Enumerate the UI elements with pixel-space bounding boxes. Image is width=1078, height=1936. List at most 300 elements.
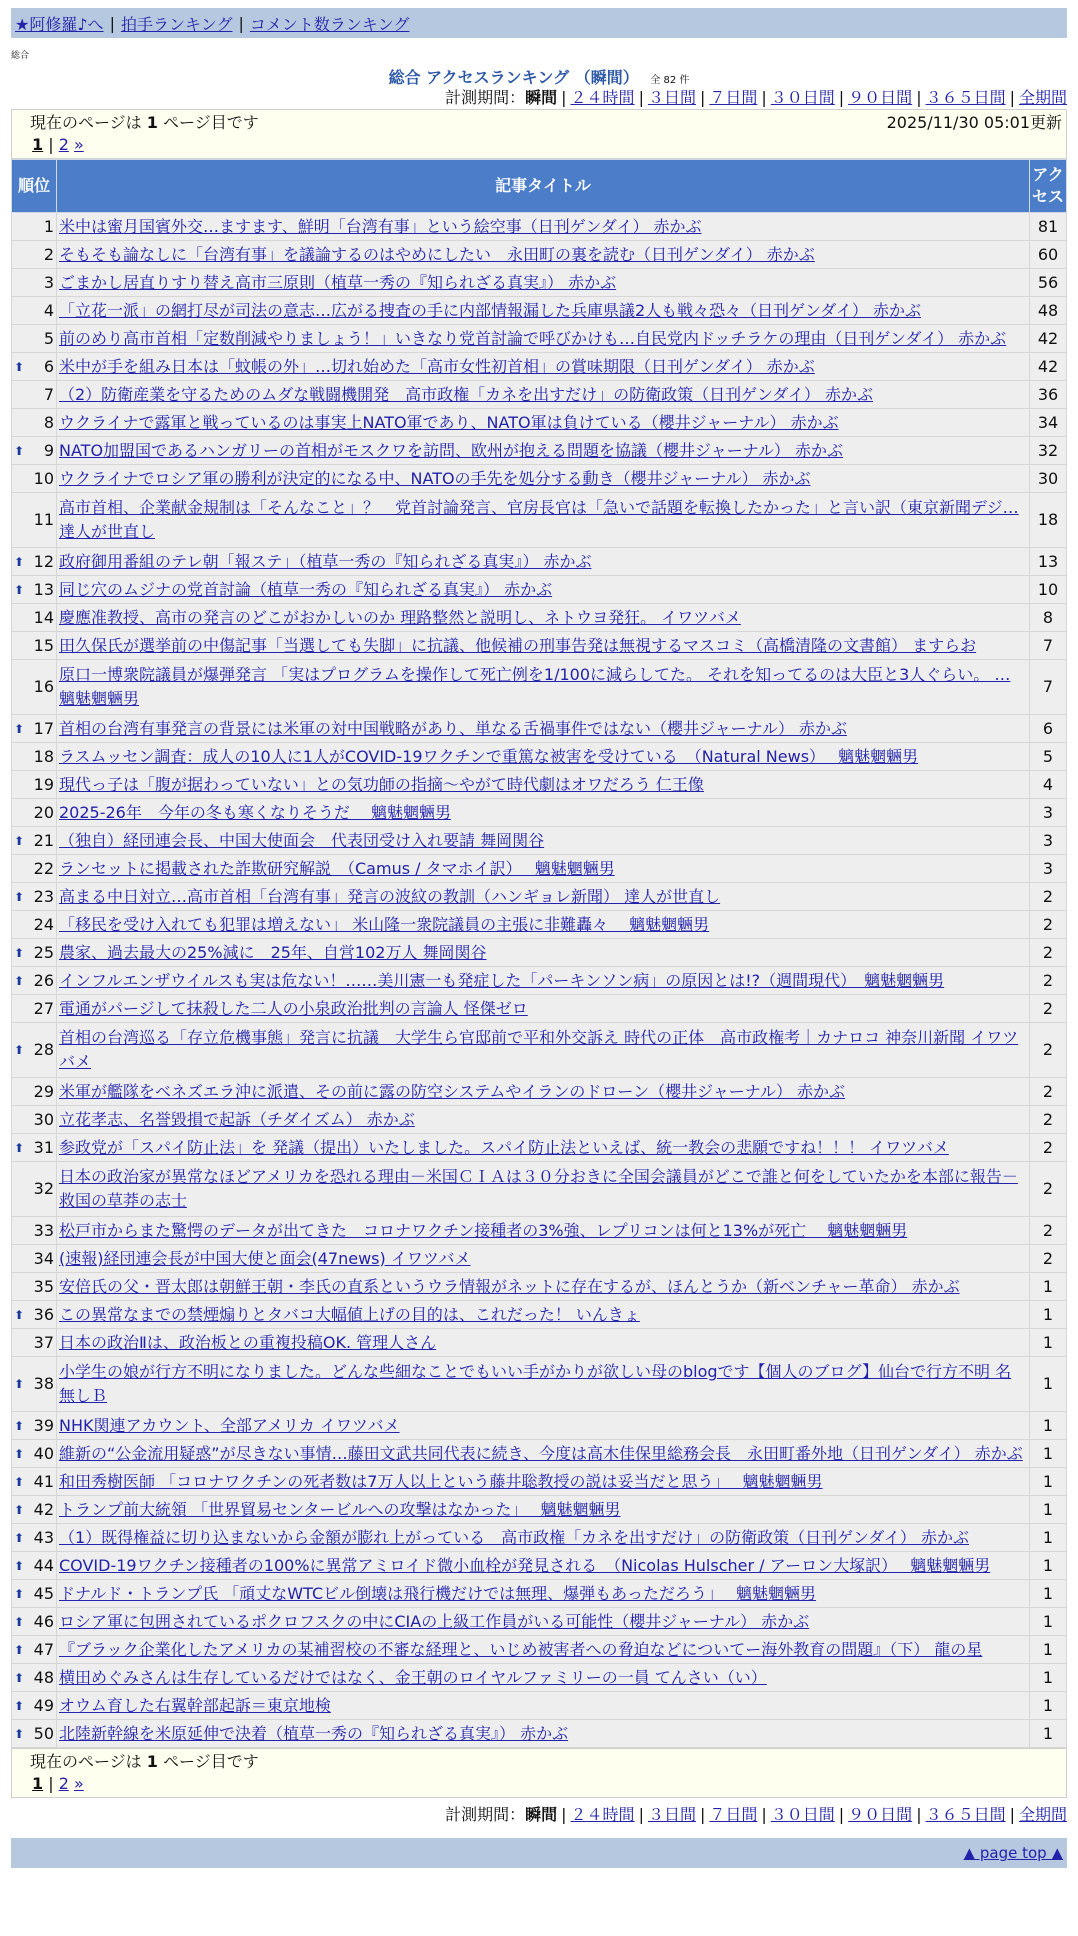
title-cell (57, 1134, 1030, 1162)
period-separator: | (838, 1805, 845, 1824)
access-count: 1 (1030, 1636, 1067, 1664)
rank-number: 17 (33, 718, 54, 738)
title-cell (57, 939, 1030, 967)
pager-top: 現在のページは 1 ページ目です 2025/11/30 05:01更新 1 | 2 » (11, 109, 1067, 159)
rank-cell (12, 743, 57, 771)
rank-number: 21 (33, 830, 54, 850)
title-cell (57, 1524, 1030, 1552)
title-cell (57, 381, 1030, 409)
table-row (12, 995, 1067, 1023)
rank-up-arrow-icon: ⬆ (14, 1558, 25, 1573)
access-count: 30 (1030, 465, 1067, 493)
title-cell (57, 576, 1030, 604)
title-cell (57, 632, 1030, 660)
access-count: 60 (1030, 241, 1067, 269)
rank-number: 2 (43, 244, 54, 264)
title-cell (57, 241, 1030, 269)
access-count: 2 (1030, 1245, 1067, 1273)
article-link[interactable]: 前のめり高市首相「定数削減やりましょう！」いきなり党首討論で呼びかけも…自民党内ドッチラケの理由（日刊ゲンダイ） 赤かぶ (59, 328, 1007, 348)
rank-number: 14 (33, 607, 54, 627)
rank-number: 5 (43, 328, 54, 348)
article-link[interactable]: 高まる中日対立…高市首相「台湾有事」発言の波紋の教訓（ハンギョレ新聞） 達人が世直し (59, 886, 721, 906)
pager-page-2[interactable]: 2 (58, 135, 69, 154)
period-link-5[interactable]: ３６５日間 (925, 1805, 1006, 1824)
article-link[interactable]: 政府御用番組のテレ朝「報ステ」（植草一秀の『知られざる真実』） 赤かぶ (59, 551, 592, 571)
pager-status: 現在のページは 1 ページ目です (30, 113, 259, 132)
table-row (12, 1078, 1067, 1106)
col-count-header: アクセス (1030, 160, 1067, 213)
rank-cell (12, 632, 57, 660)
period-separator: | (916, 1805, 922, 1824)
period-link-2[interactable]: ７日間 (709, 1805, 758, 1824)
title-cell (57, 715, 1030, 743)
rank-cell (12, 995, 57, 1023)
article-link[interactable]: 日本の政治家が異常なほどアメリカを恐れる理由－米国ＣＩＡは３０分おきに全国会議員がどこで誰と何をしていたかを本部に報告－ 救国の草莽の志士 (59, 1167, 1018, 1210)
title-cell (57, 1496, 1030, 1524)
period-link-4[interactable]: ９０日間 (848, 88, 913, 107)
article-link[interactable]: ロシア軍に包囲されているポクロフスクの中にCIAの上級工作員がいる可能性（櫻井ジャーナル） 赤かぶ (59, 1611, 810, 1631)
access-count: 7 (1030, 632, 1067, 660)
article-link[interactable]: (速報)経団連会長が中国大使と面会(47news) イワツバメ (59, 1248, 471, 1268)
article-link[interactable]: 米軍が艦隊をベネズエラ沖に派遣、その前に露の防空システムやイランのドローン（櫻井ジャーナル） 赤かぶ (59, 1081, 846, 1101)
rank-number: 19 (33, 774, 54, 794)
article-link[interactable]: 横田めぐみさんは生存しているだけではなく、金王朝のロイヤルファミリーの一員 てんさい（い） (59, 1667, 767, 1687)
table-row (12, 493, 1067, 548)
table-row (12, 771, 1067, 799)
table-row (12, 1245, 1067, 1273)
article-link[interactable]: ウクライナでロシア軍の勝利が決定的になる中、NATOの手先を処分する動き（櫻井ジャーナル） 赤かぶ (59, 468, 811, 488)
table-row (12, 1162, 1067, 1217)
table-row (12, 1273, 1067, 1301)
article-link[interactable]: ドナルド・トランプ氏 「頑丈なWTCビル倒壊は飛行機だけでは無理、爆弾もあっただろう」 魑魅魍魎男 (59, 1583, 817, 1603)
rank-number: 18 (33, 746, 54, 766)
article-link[interactable]: （2）防衛産業を守るためのムダな戦闘機開発 高市政権「カネを出すだけ」の防衛政策（日刊ゲンダイ） 赤かぶ (59, 384, 873, 404)
rank-number: 41 (33, 1471, 54, 1491)
article-link[interactable]: この異常なまでの禁煙煽りとタバコ大幅値上げの目的は、これだった！ いんきょ (59, 1304, 640, 1324)
access-count: 1 (1030, 1524, 1067, 1552)
rank-up-arrow-icon: ⬆ (14, 945, 25, 960)
access-count: 2 (1030, 883, 1067, 911)
clap-ranking-link[interactable]: 拍手ランキング (120, 14, 233, 34)
access-count: 3 (1030, 827, 1067, 855)
rank-cell (12, 1440, 57, 1468)
period-label: 計測期間： (445, 88, 526, 107)
pager-current-page: 1 (32, 1774, 44, 1793)
title-cell (57, 1078, 1030, 1106)
rank-cell (12, 855, 57, 883)
article-link[interactable]: トランプ前大統領 「世界貿易センタービルへの攻撃はなかった」 魑魅魍魎男 (59, 1499, 621, 1519)
article-link[interactable]: NHK関連アカウント、全部アメリカ イワツバメ (59, 1415, 400, 1435)
period-separator: | (699, 88, 706, 107)
title-cell (57, 409, 1030, 437)
article-link[interactable]: 農家、過去最大の25%減に 25年、自営102万人 舞岡関谷 (59, 942, 487, 962)
rank-cell (12, 1468, 57, 1496)
rank-number: 49 (33, 1695, 54, 1715)
article-link[interactable]: 維新の“公金流用疑惑”が尽きない事情…藤田文武共同代表に続き、今度は高木佳保里総務会長 永田町番外地（日刊ゲンダイ） 赤かぶ (59, 1443, 1023, 1463)
article-link[interactable]: 和田秀樹医師 「コロナワクチンの死者数は7万人以上という藤井聡教授の説は妥当だと思う」 魑魅魍魎男 (59, 1471, 823, 1491)
table-row (12, 576, 1067, 604)
article-link[interactable]: 参政党が「スパイ防止法」を 発議（提出）いたしました。スパイ防止法といえば、統一教会の悲願ですね！！！ イワツバメ (59, 1137, 949, 1157)
article-link[interactable]: 「立花一派」の網打尽が司法の意志…広がる捜査の手に内部情報漏した兵庫県議2人も戦々恐々（日刊ゲンダイ） 赤かぶ (59, 300, 921, 320)
rank-up-arrow-icon: ⬆ (14, 1474, 25, 1489)
rank-cell (12, 967, 57, 995)
article-link[interactable]: COVID-19ワクチン接種者の100%に異常アミロイド微小血栓が発見される （Nicolas Hulscher / アーロン大塚訳） 魑魅魍魎男 (59, 1555, 991, 1575)
article-link[interactable]: 安倍氏の父・晋太郎は朝鮮王朝・李氏の直系というウラ情報がネットに存在するが、ほんとうか（新ベンチャー革命） 赤かぶ (59, 1276, 960, 1296)
article-link[interactable]: 現代っ子は「腹が据わっていない」との気功師の指摘～やがて時代劇はオワだろう 仁王像 (59, 774, 704, 794)
rank-number: 33 (33, 1220, 54, 1240)
rank-number: 40 (33, 1443, 54, 1463)
rank-up-arrow-icon: ⬆ (14, 1140, 25, 1155)
rank-cell (12, 827, 57, 855)
table-row (12, 297, 1067, 325)
table-row (12, 967, 1067, 995)
period-link-3[interactable]: ３０日間 (770, 1805, 835, 1824)
article-link[interactable]: 同じ穴のムジナの党首討論（植草一秀の『知られざる真実』） 赤かぶ (59, 579, 553, 599)
rank-up-arrow-icon: ⬆ (14, 721, 25, 736)
rank-up-arrow-icon: ⬆ (14, 1614, 25, 1629)
article-link[interactable]: オウム育した右翼幹部起訴＝東京地検 (59, 1695, 331, 1715)
access-count: 6 (1030, 715, 1067, 743)
title-cell (57, 493, 1030, 548)
rank-up-arrow-icon: ⬆ (14, 973, 25, 988)
rank-number: 15 (33, 635, 54, 655)
rank-cell (12, 1301, 57, 1329)
pager-next[interactable]: » (74, 135, 84, 154)
table-row (12, 1524, 1067, 1552)
updated-timestamp: 2025/11/30 05:01更新 (886, 113, 1062, 132)
period-link-6[interactable]: 全期間 (1018, 1805, 1067, 1824)
access-count: 1 (1030, 1468, 1067, 1496)
title-cell (57, 855, 1030, 883)
rank-cell (12, 269, 57, 297)
article-link[interactable]: 『ブラック企業化したアメリカの某補習校の不審な経理と、いじめ被害者への脅迫などについてー海外教育の問題』（下） 龍の星 (59, 1639, 983, 1659)
table-row (12, 241, 1067, 269)
title-cell (57, 1106, 1030, 1134)
article-link[interactable]: 松戸市からまた驚愕のデータが出てきた コロナワクチン接種者の3%強、レプリコンは何と13%が死亡 魑魅魍魎男 (59, 1220, 908, 1240)
period-separator: | (916, 88, 922, 107)
title-cell (57, 771, 1030, 799)
rank-cell (12, 604, 57, 632)
article-link[interactable]: ランセットに掲載された詐欺研究解説 （Camus / タマホイ訳） 魑魅魍魎男 (59, 858, 615, 878)
rank-cell (12, 1664, 57, 1692)
access-count: 1 (1030, 1580, 1067, 1608)
pager-next[interactable]: » (74, 1774, 84, 1793)
rank-number: 34 (33, 1248, 54, 1268)
rank-cell (12, 883, 57, 911)
rank-number: 4 (43, 300, 54, 320)
rank-cell (12, 1078, 57, 1106)
rank-cell (12, 1720, 57, 1748)
access-count: 1 (1030, 1440, 1067, 1468)
rank-up-arrow-icon: ⬆ (14, 1307, 25, 1322)
table-row (12, 409, 1067, 437)
access-count: 34 (1030, 409, 1067, 437)
col-title-header: 記事タイトル (57, 160, 1030, 213)
rank-number: 38 (33, 1374, 54, 1393)
access-count: 1 (1030, 1720, 1067, 1748)
pager-page-2[interactable]: 2 (58, 1774, 69, 1793)
rank-number: 28 (33, 1040, 54, 1059)
rank-cell (12, 1245, 57, 1273)
home-link[interactable]: ★阿修羅♪へ (15, 14, 104, 34)
title-cell (57, 325, 1030, 353)
rank-up-arrow-icon: ⬆ (14, 1586, 25, 1601)
rank-number: 45 (33, 1583, 54, 1603)
period-link-1[interactable]: ３日間 (647, 1805, 696, 1824)
access-count: 5 (1030, 743, 1067, 771)
rank-up-arrow-icon: ⬆ (14, 1502, 25, 1517)
rank-up-arrow-icon: ⬆ (14, 1698, 25, 1713)
rank-up-arrow-icon: ⬆ (14, 1043, 25, 1057)
access-count: 32 (1030, 437, 1067, 465)
access-count: 1 (1030, 1496, 1067, 1524)
title-cell (57, 1636, 1030, 1664)
rank-cell (12, 1580, 57, 1608)
rank-number: 8 (43, 412, 54, 432)
rank-up-arrow-icon: ⬆ (14, 889, 25, 904)
rank-up-arrow-icon: ⬆ (14, 1446, 25, 1461)
article-link[interactable]: 2025-26年 今年の冬も寒くなりそうだ 魑魅魍魎男 (59, 802, 451, 822)
rank-number: 12 (33, 551, 54, 571)
table-row (12, 548, 1067, 576)
col-rank-header: 順位 (12, 160, 57, 213)
article-link[interactable]: 米中は蜜月国賓外交…ますます、鮮明「台湾有事」という絵空事（日刊ゲンダイ） 赤かぶ (59, 216, 702, 236)
rank-number: 3 (43, 272, 54, 292)
access-count: 1 (1030, 1552, 1067, 1580)
access-count: 2 (1030, 1106, 1067, 1134)
article-link[interactable]: そもそも論なしに「台湾有事」を議論するのはやめにしたい 永田町の裏を読む（日刊ゲンダイ） 赤かぶ (59, 244, 815, 264)
title-cell (57, 1692, 1030, 1720)
article-link[interactable]: 原口一博衆院議員が爆弾発言 「実はプログラムを操作して死亡例を1/100に減らしてた。 それを知ってるのは大臣と3人ぐらい。 … 魑魅魍魎男 (59, 665, 1011, 708)
access-count: 2 (1030, 1162, 1067, 1217)
period-label: 計測期間： (445, 1805, 526, 1824)
rank-number: 43 (33, 1527, 54, 1547)
rank-number: 24 (33, 914, 54, 934)
rank-number: 39 (33, 1415, 54, 1435)
rank-cell (12, 1412, 57, 1440)
rank-cell (12, 1692, 57, 1720)
article-link[interactable]: ラスムッセン調査：成人の10人に1人がCOVID-19ワクチンで重篤な被害を受けている （Natural News） 魑魅魍魎男 (59, 746, 919, 766)
rank-up-arrow-icon: ⬆ (14, 1642, 25, 1657)
article-link[interactable]: 米中が手を組み日本は「蚊帳の外」…切れ始めた「高市女性初首相」の賞味期限（日刊ゲンダイ） 赤かぶ (59, 356, 815, 376)
title-cell (57, 799, 1030, 827)
title-cell (57, 1329, 1030, 1357)
table-row (12, 1329, 1067, 1357)
rank-cell (12, 213, 57, 241)
rank-cell (12, 1217, 57, 1245)
access-count: 1 (1030, 1357, 1067, 1412)
access-count: 1 (1030, 1329, 1067, 1357)
period-current: 瞬間 (525, 88, 558, 107)
rank-cell (12, 1162, 57, 1217)
title-cell (57, 1301, 1030, 1329)
period-link-3[interactable]: ３０日間 (770, 88, 835, 107)
rank-number: 36 (33, 1304, 54, 1324)
access-count: 2 (1030, 911, 1067, 939)
rank-number: 22 (33, 858, 54, 878)
rank-up-arrow-icon: ⬆ (14, 582, 25, 597)
article-link[interactable]: 日本の政治Ⅱは、政治板との重複投稿OK. 管理人さん (59, 1332, 437, 1352)
rank-cell (12, 1552, 57, 1580)
period-separator: | (761, 88, 767, 107)
rank-cell (12, 1524, 57, 1552)
table-row (12, 827, 1067, 855)
title-cell (57, 1357, 1030, 1412)
rank-cell (12, 1106, 57, 1134)
access-count: 1 (1030, 1608, 1067, 1636)
rank-number: 16 (33, 677, 54, 696)
rank-cell (12, 353, 57, 381)
article-link[interactable]: インフルエンザウイルスも実は危ない！……美川憲一も発症した「パーキンソン病」の原因とは!?（週間現代） 魑魅魍魎男 (59, 970, 945, 990)
table-row (12, 1440, 1067, 1468)
rank-number: 6 (43, 356, 54, 376)
title-cell (57, 465, 1030, 493)
title-cell (57, 883, 1030, 911)
rank-number: 44 (33, 1555, 54, 1575)
page-top-link[interactable]: ▲ page top ▲ (963, 1844, 1063, 1862)
title-cell (57, 827, 1030, 855)
rank-cell (12, 939, 57, 967)
access-count: 56 (1030, 269, 1067, 297)
period-link-1[interactable]: ３日間 (647, 88, 696, 107)
article-link[interactable]: 立花孝志、名誉毀損で起訴（チダイズム） 赤かぶ (59, 1109, 415, 1129)
rank-cell (12, 1357, 57, 1412)
article-link[interactable]: （1）既得権益に切り込まないから金額が膨れ上がっている 高市政権「カネを出すだけ」の防衛政策（日刊ゲンダイ） 赤かぶ (59, 1527, 969, 1547)
access-count: 4 (1030, 771, 1067, 799)
period-link-4[interactable]: ９０日間 (848, 1805, 913, 1824)
article-link[interactable]: ごまかし居直りすり替え高市三原則（植草一秀の『知られざる真実』） 赤かぶ (59, 272, 617, 292)
title-cell (57, 743, 1030, 771)
access-count: 2 (1030, 1023, 1067, 1078)
article-link[interactable]: 田久保氏が選挙前の中傷記事「当選しても失脚」に抗議、他候補の刑事告発は無視するマスコミ（高橋清隆の文書館） ますらお (59, 635, 977, 655)
rank-cell (12, 548, 57, 576)
table-row (12, 1106, 1067, 1134)
rank-number: 20 (33, 802, 54, 822)
table-row (12, 381, 1067, 409)
title-cell (57, 1273, 1030, 1301)
article-link[interactable]: 小学生の娘が行方不明になりました。どんな些細なことでもいい手がかりが欲しい母のblogです【個人のブログ】仙台で行方不明 名無しＢ (59, 1362, 1012, 1405)
period-separator: | (1009, 1805, 1015, 1824)
rank-cell (12, 911, 57, 939)
rank-number: 37 (33, 1332, 54, 1352)
title-cell (57, 604, 1030, 632)
title-cell (57, 353, 1030, 381)
table-row (12, 325, 1067, 353)
access-count: 1 (1030, 1664, 1067, 1692)
table-row (12, 1608, 1067, 1636)
rank-cell (12, 715, 57, 743)
title-cell (57, 1217, 1030, 1245)
rank-cell (12, 325, 57, 353)
period-separator: | (761, 1805, 767, 1824)
page (11, 0, 1067, 1868)
table-row (12, 1496, 1067, 1524)
rank-number: 48 (33, 1667, 54, 1687)
access-count: 18 (1030, 493, 1067, 548)
nav-separator: | (109, 13, 115, 33)
rank-cell (12, 437, 57, 465)
article-link[interactable]: （独自）経団連会長、中国大使面会 代表団受け入れ要請 舞岡関谷 (59, 830, 545, 850)
rank-number: 27 (33, 998, 54, 1018)
rank-cell (12, 241, 57, 269)
rank-up-arrow-icon: ⬆ (14, 359, 25, 374)
title-cell (57, 911, 1030, 939)
pager-status: 現在のページは 1 ページ目です (30, 1752, 259, 1771)
period-link-0[interactable]: ２４時間 (570, 1805, 635, 1824)
article-link[interactable]: 電通がパージして抹殺した二人の小泉政治批判の言論人 怪傑ゼロ (59, 998, 528, 1018)
rank-cell (12, 381, 57, 409)
access-count: 3 (1030, 855, 1067, 883)
title-cell (57, 1468, 1030, 1496)
rank-up-arrow-icon: ⬆ (14, 554, 25, 569)
title-cell (57, 1412, 1030, 1440)
period-link-6[interactable]: 全期間 (1018, 88, 1067, 107)
rank-cell (12, 660, 57, 715)
period-link-0[interactable]: ２４時間 (570, 88, 635, 107)
article-link[interactable]: 「移民を受け入れても犯罪は増えない」 米山隆一衆院議員の主張に非難轟々 魑魅魍魎男 (59, 914, 710, 934)
rank-number: 13 (33, 579, 54, 599)
ranking-heading (11, 65, 1067, 87)
title-cell (57, 1245, 1030, 1273)
article-link[interactable]: ウクライナで露軍と戦っているのは事実上NATO軍であり、NATO軍は負けている（櫻井ジャーナル） 赤かぶ (59, 412, 839, 432)
ranking-title: 総合 アクセスランキング （瞬間） (388, 68, 639, 87)
period-separator: | (1009, 88, 1015, 107)
access-count: 8 (1030, 604, 1067, 632)
article-link[interactable]: 高市首相、企業献金規制は「そんなこと」？ 党首討論発言、官房長官は「急いで話題を転換したかった」と言い訳（東京新聞デジ… 達人が世直し (59, 498, 1019, 541)
table-row (12, 1692, 1067, 1720)
access-count: 42 (1030, 353, 1067, 381)
rank-up-arrow-icon: ⬆ (14, 833, 25, 848)
period-selector-bottom (11, 1804, 1067, 1826)
rank-cell (12, 1496, 57, 1524)
table-row (12, 1357, 1067, 1412)
table-row (12, 437, 1067, 465)
access-count: 7 (1030, 660, 1067, 715)
period-link-2[interactable]: ７日間 (709, 88, 758, 107)
comment-ranking-link[interactable]: コメント数ランキング (249, 14, 410, 34)
rank-number: 7 (43, 384, 54, 404)
access-count: 42 (1030, 325, 1067, 353)
article-link[interactable]: 慶應准教授、高市の発言のどこがおかしいのか 理路整然と説明し、ネトウヨ発狂。 イワツバメ (59, 607, 741, 627)
table-row (12, 715, 1067, 743)
rank-number: 1 (43, 216, 54, 236)
top-nav-bar (11, 8, 1067, 38)
rank-cell (12, 1273, 57, 1301)
period-link-5[interactable]: ３６５日間 (925, 88, 1006, 107)
title-cell (57, 967, 1030, 995)
period-selector-top (11, 87, 1067, 109)
table-row (12, 660, 1067, 715)
rank-up-arrow-icon: ⬆ (14, 1530, 25, 1545)
rank-cell (12, 1636, 57, 1664)
rank-up-arrow-icon: ⬆ (14, 1418, 25, 1433)
article-link[interactable]: 北陸新幹線を米原延伸で決着（植草一秀の『知られざる真実』） 赤かぶ (59, 1723, 569, 1743)
article-link[interactable]: 首相の台湾巡る「存立危機事態」発言に抗議 大学生ら官邸前で平和外交訴え 時代の正体 高市政権考｜カナロコ 神奈川新聞 イワツバメ (59, 1028, 1019, 1071)
rank-number: 32 (33, 1179, 54, 1198)
rank-number: 26 (33, 970, 54, 990)
rank-cell (12, 465, 57, 493)
access-count: 13 (1030, 548, 1067, 576)
rank-cell (12, 1134, 57, 1162)
article-link[interactable]: NATO加盟国であるハンガリーの首相がモスクワを訪問、欧州が抱える問題を協議（櫻井ジャーナル） 赤かぶ (59, 440, 844, 460)
article-link[interactable]: 首相の台湾有事発言の背景には米軍の対中国戦略があり、単なる舌禍事件ではない（櫻井ジャーナル） 赤かぶ (59, 718, 847, 738)
title-cell (57, 1023, 1030, 1078)
rank-cell (12, 799, 57, 827)
rank-cell (12, 1023, 57, 1078)
table-row (12, 465, 1067, 493)
rank-number: 10 (33, 468, 54, 488)
table-row (12, 743, 1067, 771)
